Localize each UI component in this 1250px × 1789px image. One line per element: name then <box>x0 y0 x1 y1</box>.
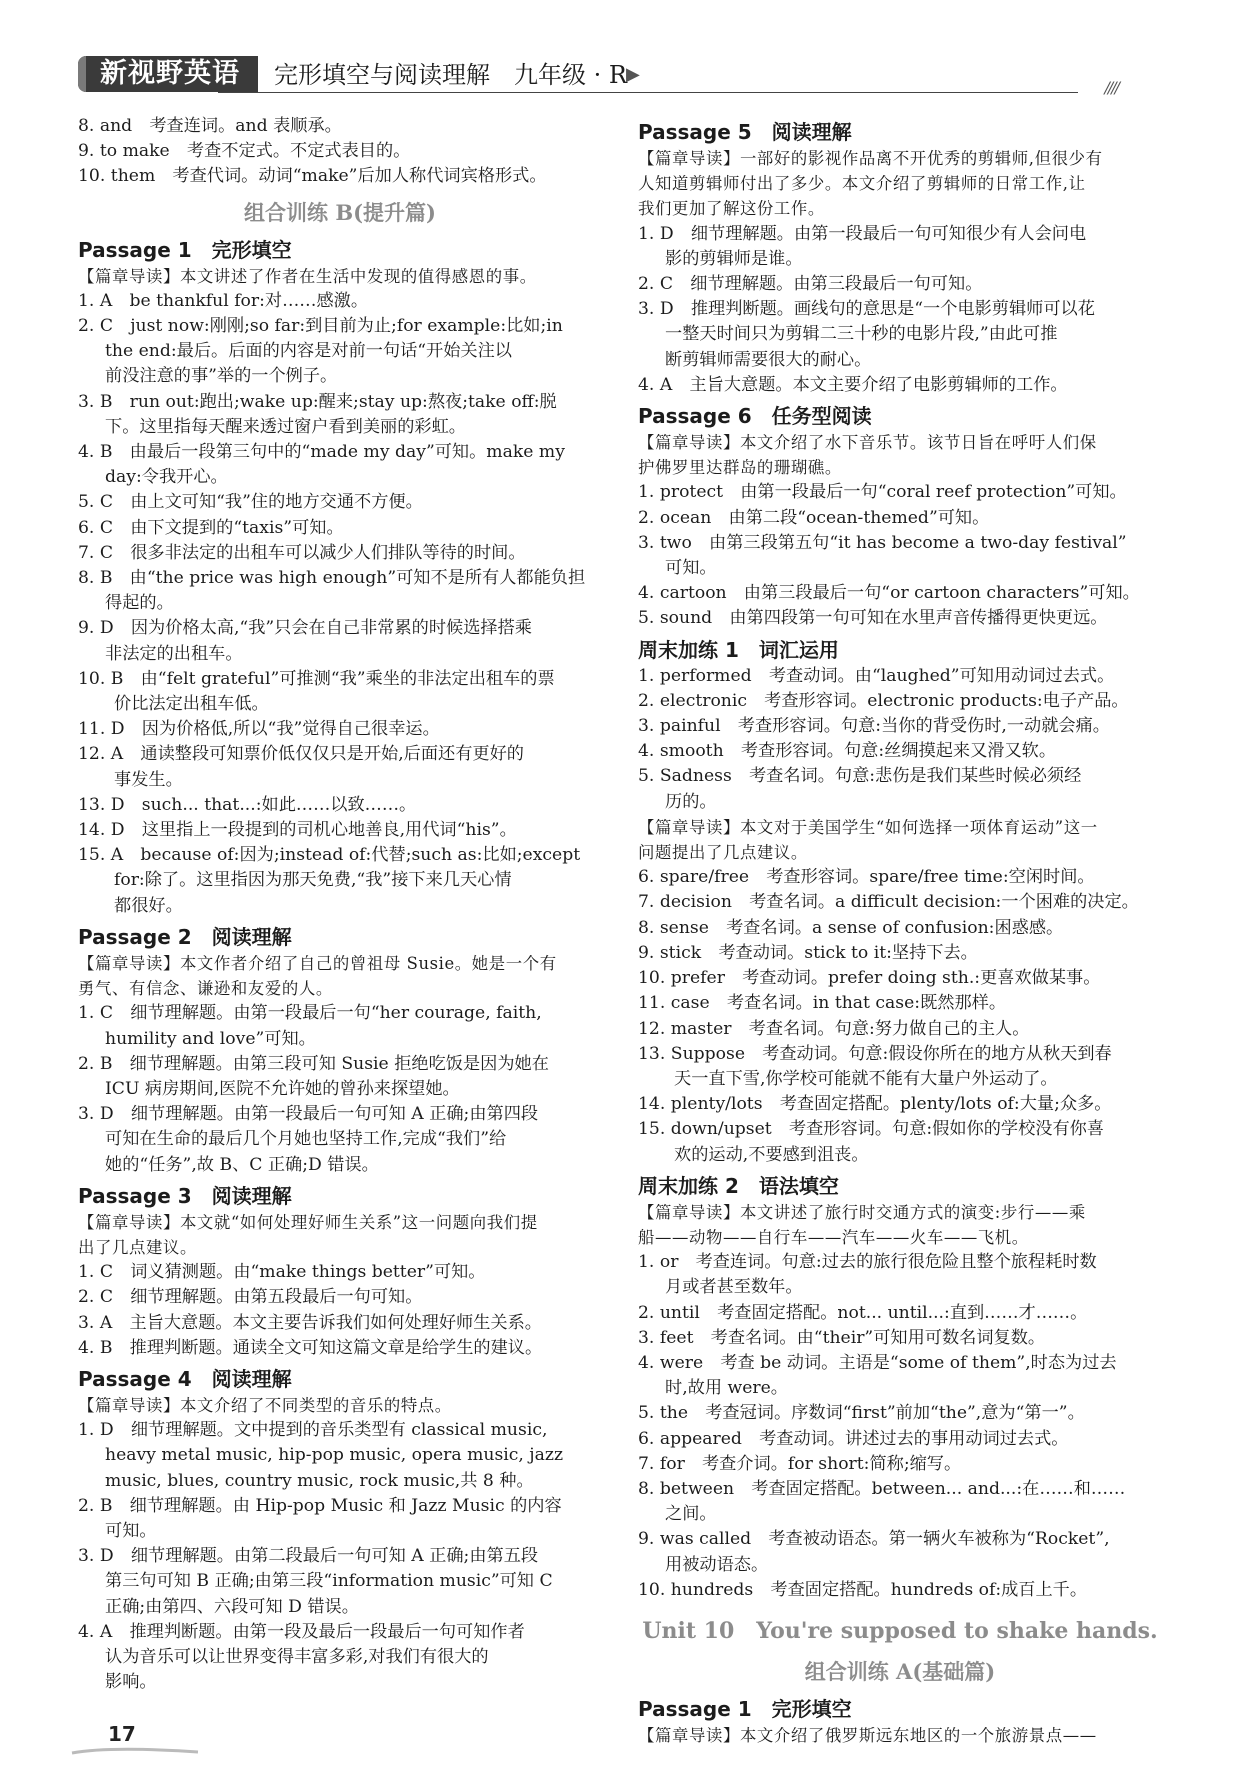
answer-line: 3. B run out:跑出;wake up:醒来;stay up:熬夜;take off:脱 <box>78 391 557 412</box>
answer-line: 5. Sadness 考查名词。句意:悲伤是我们某些时候必须经 <box>638 766 1082 787</box>
answer-line: 2. until 考查固定搭配。not... until...:直到……才……。 <box>638 1302 1088 1323</box>
passage-heading: Passage 1 完形填空 <box>78 237 292 262</box>
answer-line: 14. plenty/lots 考查固定搭配。plenty/lots of:大量;众多。 <box>638 1094 1112 1115</box>
answer-line: 8. and 考查连词。and 表顺承。 <box>78 116 342 136</box>
answer-continuation: 她的“任务”,故 B、C 正确;D 错误。 <box>105 1154 379 1175</box>
answer-line: 1. C 细节理解题。由第一段最后一句“her courage, faith, <box>78 1003 542 1024</box>
passage-heading: 周末加练 1 词汇运用 <box>638 637 839 662</box>
answer-continuation: 断剪辑师需要很大的耐心。 <box>665 349 872 370</box>
chapter-guide: 【篇章导读】本文介绍了不同类型的音乐的特点。 <box>78 1395 452 1415</box>
passage-heading: Passage 4 阅读理解 <box>78 1366 292 1391</box>
brand-logo: 新视野英语 <box>78 56 258 92</box>
answer-line: 2. C just now:刚刚;so far:到目前为止;for example:比如;in <box>78 316 563 337</box>
answer-continuation: 欢的运动,不要感到沮丧。 <box>674 1144 869 1165</box>
chapter-guide: 【篇章导读】本文作者介绍了自己的曾祖母 Susie。她是一个有 <box>78 953 557 973</box>
answer-continuation: 认为音乐可以让世界变得丰富多彩,对我们有很大的 <box>105 1646 489 1667</box>
section-title: 组合训练 A(基础篇) <box>804 1658 996 1684</box>
answer-line: 11. D 因为价格低,所以“我”觉得自己很幸运。 <box>78 719 440 740</box>
chapter-guide: 出了几点建议。 <box>78 1237 197 1257</box>
answer-line: 10. prefer 考查动词。prefer doing sth.:更喜欢做某事。 <box>638 968 1101 989</box>
answer-line: 10. hundreds 考查固定搭配。hundreds of:成百上千。 <box>638 1579 1088 1600</box>
answer-line: 1. D 细节理解题。由第一段最后一句可知很少有人会问电 <box>638 223 1087 244</box>
answer-line: 1. protect 由第一段最后一句“coral reef protection”可知。 <box>638 482 1127 503</box>
answer-continuation: ICU 病房期间,医院不允许她的曾孙来探望她。 <box>105 1078 460 1099</box>
answer-continuation: 第三句可知 B 正确;由第三段“information music”可知 C <box>105 1571 553 1592</box>
answer-line: 10. them 考查代词。动词“make”后加人称代词宾格形式。 <box>78 166 547 187</box>
chapter-guide: 护佛罗里达群岛的珊瑚礁。 <box>638 458 842 478</box>
answer-line: 6. C 由下文提到的“taxis”可知。 <box>78 517 344 538</box>
answer-line: 6. appeared 考查动词。讲述过去的事用动词过去式。 <box>638 1428 1069 1449</box>
answer-line: 2. C 细节理解题。由第五段最后一句可知。 <box>78 1287 423 1308</box>
chapter-guide: 勇气、有信念、谦逊和友爱的人。 <box>78 979 333 999</box>
answer-continuation: heavy metal music, hip-pop music, opera music, jazz <box>105 1445 563 1466</box>
answer-continuation: 下。这里指每天醒来透过窗户看到美丽的彩虹。 <box>105 416 466 437</box>
answer-line: 5. sound 由第四段第一句可知在水里声音传播得更快更远。 <box>638 608 1108 629</box>
passage-heading: Passage 5 阅读理解 <box>638 120 852 144</box>
section-title: 组合训练 B(提升篇) <box>244 199 436 225</box>
chapter-guide: 我们更加了解这份工作。 <box>638 199 825 219</box>
answer-line: 1. C 词义猜测题。由“make things better”可知。 <box>78 1262 486 1283</box>
answer-line: 2. B 细节理解题。由 Hip-pop Music 和 Jazz Music 的内容 <box>78 1495 562 1516</box>
answer-line: 14. D 这里指上一段提到的司机心地善良,用代词“his”。 <box>78 820 517 841</box>
answer-line: 15. A because of:因为;instead of:代替;such as:比如;except <box>78 845 581 866</box>
passage-heading: Passage 6 任务型阅读 <box>638 404 872 429</box>
answer-continuation: 前没注意的事”举的一个例子。 <box>105 366 338 387</box>
answer-line: 11. case 考查名词。in that case:既然那样。 <box>638 993 1007 1014</box>
answer-continuation: 正确;由第四、六段可知 D 错误。 <box>105 1596 359 1617</box>
answer-line: 12. A 通读整段可知票价低仅仅只是开始,后面还有更好的 <box>78 744 524 765</box>
page-header <box>78 52 1118 98</box>
answer-line: 2. ocean 由第二段“ocean-themed”可知。 <box>638 507 990 528</box>
answer-continuation: the end:最后。后面的内容是对前一句话“开始关注以 <box>105 341 512 362</box>
passage-heading: Passage 3 阅读理解 <box>78 1183 292 1208</box>
play-arrow-icon: ▶ <box>626 64 640 85</box>
answer-line: 13. Suppose 考查动词。句意:假设你所在的地方从秋天到春 <box>638 1043 1112 1064</box>
header-rule <box>218 92 1078 93</box>
answer-continuation: 可知。 <box>665 558 717 579</box>
answer-line: 1. A be thankful for:对……感激。 <box>78 290 369 311</box>
answer-continuation: 得起的。 <box>105 593 174 614</box>
passage-heading: Passage 1 完形填空 <box>638 1696 852 1721</box>
chapter-guide: 【篇章导读】本文讲述了旅行时交通方式的演变:步行——乘 <box>638 1202 1086 1222</box>
chapter-guide: 人知道剪辑师付出了多少。本文介绍了剪辑师的日常工作,让 <box>638 174 1086 194</box>
chapter-guide: 【篇章导读】本文介绍了水下音乐节。该节日旨在呼吁人们保 <box>638 433 1097 453</box>
answer-continuation: 都很好。 <box>114 895 183 916</box>
answer-continuation: 非法定的出租车。 <box>105 643 243 664</box>
answer-line: 15. down/upset 考查形容词。句意:假如你的学校没有你喜 <box>638 1119 1105 1140</box>
answer-continuation: 历的。 <box>665 791 717 812</box>
answer-line: 5. the 考查冠词。序数词“first”前加“the”,意为“第一”。 <box>638 1403 1085 1424</box>
answer-line: 5. C 由上文可知“我”住的地方交通不方便。 <box>78 492 423 513</box>
chapter-guide: 【篇章导读】一部好的影视作品离不开优秀的剪辑师,但很少有 <box>638 149 1103 168</box>
answer-line: 3. feet 考查名词。由“their”可知用可数名词复数。 <box>638 1327 1046 1348</box>
answer-line: 1. or 考查连词。句意:过去的旅行很危险且整个旅程耗时数 <box>638 1252 1097 1273</box>
unit-title: Unit 10 You're supposed to shake hands. <box>642 1617 1158 1644</box>
answer-line: 2. electronic 考查形容词。electronic products:电子产品。 <box>638 690 1129 711</box>
answer-continuation: 用被动语态。 <box>665 1554 769 1575</box>
answer-line: 9. to make 考查不定式。不定式表目的。 <box>78 141 411 162</box>
passage-heading: 周末加练 2 语法填空 <box>638 1173 839 1198</box>
chapter-guide: 【篇章导读】本文对于美国学生“如何选择一项体育运动”这一 <box>638 817 1098 837</box>
answer-continuation: 事发生。 <box>114 769 183 790</box>
answer-line: 10. B 由“felt grateful”可推测“我”乘坐的非法定出租车的票 <box>78 668 555 689</box>
answer-line: 6. spare/free 考查形容词。spare/free time:空闲时间。 <box>638 867 1095 888</box>
answer-line: 2. C 细节理解题。由第三段最后一句可知。 <box>638 274 983 295</box>
answer-continuation: 可知在生命的最后几个月她也坚持工作,完成“我们”给 <box>105 1129 507 1150</box>
right-column <box>638 114 1162 1748</box>
answer-line: 4. B 推理判断题。通读全文可知这篇文章是给学生的建议。 <box>78 1337 543 1358</box>
answer-line: 7. for 考查介词。for short:简称;缩写。 <box>638 1453 962 1474</box>
answer-continuation: 之间。 <box>665 1504 717 1525</box>
answer-line: 3. two 由第三段第五句“it has become a two-day festival” <box>638 532 1127 553</box>
answer-continuation: 天一直下雪,你学校可能就不能有大量户外运动了。 <box>674 1068 1058 1089</box>
chapter-guide: 船——动物——自行车——汽车——火车——飞机。 <box>638 1227 1029 1247</box>
answer-line: 4. cartoon 由第三段最后一句“or cartoon characters”可知。 <box>638 583 1140 604</box>
answer-continuation: 价比法定出租车低。 <box>114 694 269 715</box>
answer-continuation: 时,故用 were。 <box>665 1378 788 1399</box>
answer-line: 3. painful 考查形容词。句意:当你的背受伤时,一动就会痛。 <box>638 716 1110 737</box>
chapter-guide: 问题提出了几点建议。 <box>638 843 808 863</box>
chapter-guide: 【篇章导读】本文讲述了作者在生活中发现的值得感恩的事。 <box>78 266 537 286</box>
answer-line: 9. was called 考查被动语态。第一辆火车被称为“Rocket”, <box>638 1529 1110 1550</box>
answer-line: 3. D 推理判断题。画线句的意思是“一个电影剪辑师可以花 <box>638 299 1095 320</box>
answer-line: 8. between 考查固定搭配。between... and...:在……和…… <box>638 1478 1126 1499</box>
answer-line: 7. C 很多非法定的出租车可以减少人们排队等待的时间。 <box>78 542 526 563</box>
answer-continuation: 一整天时间只为剪辑二三十秒的电影片段,”由此可推 <box>665 324 1058 345</box>
chapter-guide: 【篇章导读】本文介绍了俄罗斯远东地区的一个旅游景点—— <box>638 1725 1097 1745</box>
answer-continuation: 影响。 <box>105 1672 157 1693</box>
answer-continuation: for:除了。这里指因为那天免费,“我”接下来几天心情 <box>114 870 512 891</box>
answer-continuation: 月或者甚至数年。 <box>665 1277 803 1298</box>
answer-line: 3. D 细节理解题。由第二段最后一句可知 A 正确;由第五段 <box>78 1546 539 1567</box>
answer-line: 4. A 主旨大意题。本文主要介绍了电影剪辑师的工作。 <box>638 374 1068 395</box>
answer-line: 9. D 因为价格太高,“我”只会在自己非常累的时候选择搭乘 <box>78 618 532 639</box>
answer-line: 8. B 由“the price was high enough”可知不是所有人都能负担 <box>78 568 586 589</box>
page-number: 17 <box>108 1722 136 1746</box>
answer-line: 4. B 由最后一段第三句中的“made my day”可知。make my <box>78 442 565 463</box>
answer-line: 1. performed 考查动词。由“laughed”可知用动词过去式。 <box>638 665 1115 686</box>
answer-line: 4. A 推理判断题。由第一段及最后一段最后一句可知作者 <box>78 1621 525 1642</box>
answer-continuation: music, blues, country music, rock music,共 8 种。 <box>105 1470 534 1491</box>
answer-continuation: humility and love”可知。 <box>105 1028 316 1049</box>
page-number-swoosh <box>70 1744 200 1756</box>
answer-line: 4. smooth 考查形容词。句意:丝绸摸起来又滑又软。 <box>638 741 1057 762</box>
answer-line: 7. decision 考查名词。a difficult decision:一个困难的决定。 <box>638 892 1139 913</box>
answer-line: 2. B 细节理解题。由第三段可知 Susie 拒绝吃饭是因为她在 <box>78 1053 549 1074</box>
answer-continuation: 可知。 <box>105 1520 157 1541</box>
answer-line: 4. were 考查 be 动词。主语是“some of them”,时态为过去 <box>638 1352 1117 1373</box>
answer-line: 9. stick 考查动词。stick to it:坚持下去。 <box>638 942 978 963</box>
chapter-guide: 【篇章导读】本文就“如何处理好师生关系”这一问题向我们提 <box>78 1212 538 1232</box>
answer-continuation: day:令我开心。 <box>105 467 228 488</box>
answer-line: 3. D 细节理解题。由第一段最后一句可知 A 正确;由第四段 <box>78 1104 539 1125</box>
answer-line: 1. D 细节理解题。文中提到的音乐类型有 classical music, <box>78 1420 548 1441</box>
answer-line: 3. A 主旨大意题。本文主要告诉我们如何处理好师生关系。 <box>78 1312 542 1333</box>
book-title: 完形填空与阅读理解 九年级 · R <box>274 61 627 89</box>
passage-heading: Passage 2 阅读理解 <box>78 924 292 949</box>
answer-line: 13. D such... that...:如此……以致……。 <box>78 794 417 815</box>
answer-continuation: 影的剪辑师是谁。 <box>665 248 803 269</box>
header-slashes: //// <box>1104 78 1118 97</box>
answer-line: 12. master 考查名词。句意:努力做自己的主人。 <box>638 1018 1030 1039</box>
answer-line: 8. sense 考查名词。a sense of confusion:困惑感。 <box>638 917 1064 938</box>
left-column <box>78 114 602 1695</box>
